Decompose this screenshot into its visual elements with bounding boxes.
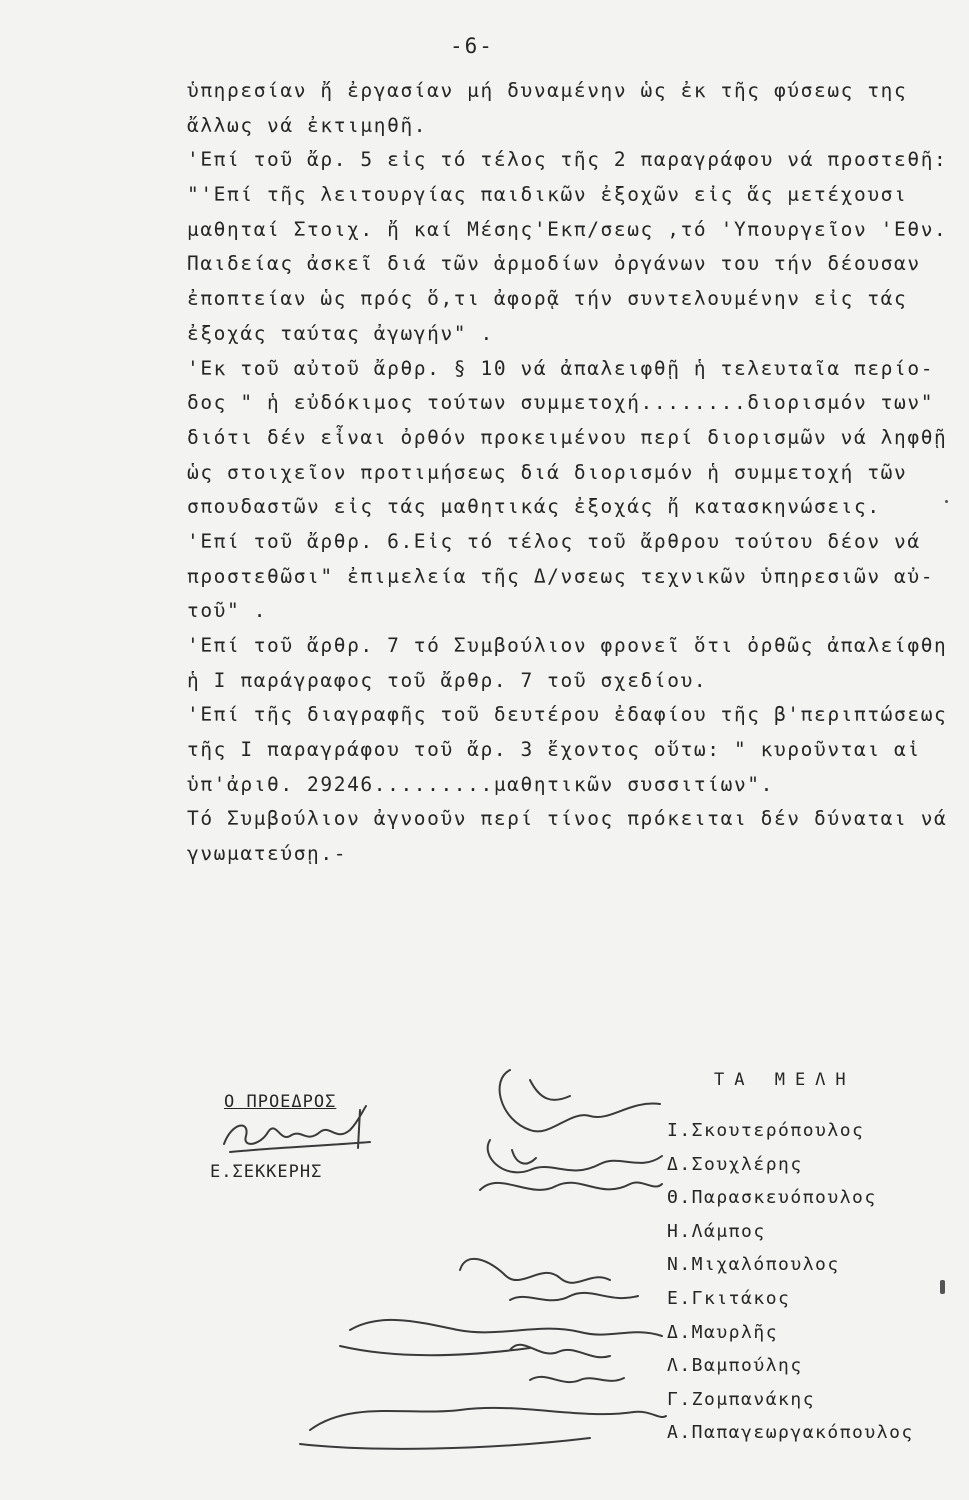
member-name: Θ.Παρασκευόπουλος xyxy=(667,1187,877,1209)
body-line-1: ὑπηρεσίαν ἤ ἐργασίαν μή δυναμένην ὡς ἐκ τῆς φύσεως της xyxy=(187,79,908,102)
member-signatures-icon xyxy=(290,1060,690,1460)
member-name: Α.Παπαγεωργακόπουλος xyxy=(667,1422,914,1444)
member-name: Ν.Μιχαλόπουλος xyxy=(667,1254,840,1276)
body-line-14: 'Επί τοῦ ἄρθρ. 6.Εἰς τό τέλος τοῦ ἄρθρου τούτου δέον νά xyxy=(187,529,921,553)
member-name: Ι.Σκουτερόπουλος xyxy=(667,1120,865,1141)
page-number: -6- xyxy=(450,34,494,58)
paper-speck xyxy=(940,1280,945,1294)
member-name: Ε.Γκιτάκος xyxy=(667,1287,791,1309)
body-line-13: σπουδαστῶν εἰς τάς μαθητικάς ἐξοχάς ἤ κατασκηνώσεις. xyxy=(187,495,881,519)
body-line-7: ἐποπτείαν ὡς πρός ὅ,τι ἀφορᾷ τήν συντελουμένην εἰς τάς xyxy=(187,287,908,311)
body-line-4: "'Επί τῆς λειτουργίας παιδικῶν ἐξοχῶν εἰς ἅς μετέχουσι xyxy=(187,183,908,207)
body-line-21: ὑπ'ἀριθ. 29246.........μαθητικῶν συσσιτίων". xyxy=(187,772,774,796)
body-line-2: ἄλλως νά ἐκτιμηθῆ. xyxy=(187,113,428,137)
body-line-6: Παιδείας ἀσκεῖ διά τῶν ἁρμοδίων ὀργάνων του τήν δέουσαν xyxy=(187,252,921,276)
body-line-15: προστεθῶσι" ἐπιμελεία τῆς Δ/νσεως τεχνικῶν ὑπηρεσιῶν αὐ- xyxy=(187,564,935,588)
body-line-18: ἡ I παράγραφος τοῦ ἄρθρ. 7 τοῦ σχεδίου. xyxy=(187,668,708,692)
body-line-9: 'Εκ τοῦ αὐτοῦ ἄρθρ. § 10 νά ἀπαλειφθῇ ἡ τελευταῖα περίο- xyxy=(187,356,935,380)
body-line-17: 'Επί τοῦ ἄρθρ. 7 τό Συμβούλιον φρονεῖ ὅτι ὀρθῶς ἀπαλείφθη xyxy=(187,634,948,657)
president-name: Ε.ΣΕΚΚΕΡΗΣ xyxy=(210,1162,323,1182)
member-name: Δ.Σουχλέρης xyxy=(667,1153,803,1175)
body-line-5: μαθηταί Στοιχ. ἤ καί Μέσης'Εκπ/σεως ,τό 'Υπουργεῖον 'Εθν. xyxy=(187,217,948,241)
paper-speck xyxy=(945,500,948,503)
body-line-11: διότι δέν εἶναι ὀρθόν προκειμένου περί διορισμῶν νά ληφθῇ xyxy=(187,425,948,449)
body-line-19: 'Επί τῆς διαγραφῆς τοῦ δευτέρου ἐδαφίου τῆς β'περιπτώσεως xyxy=(187,703,948,727)
body-line-20: τῆς I παραγράφου τοῦ ἄρ. 3 ἔχοντος οὕτω: " κυροῦνται αἱ xyxy=(187,738,921,762)
body-line-10: δος " ἡ εὐδόκιμος τούτων συμμετοχή........διορισμόν των" xyxy=(187,391,935,415)
president-role: Ο ΠΡΟΕΔΡΟΣ xyxy=(224,1092,337,1112)
body-line-8: ἐξοχάς ταύτας ἀγωγήν" . xyxy=(187,321,494,345)
members-heading: ΤΑ ΜΕΛΗ xyxy=(714,1070,856,1090)
member-name: Λ.Βαμπούλης xyxy=(667,1355,803,1377)
body-line-3: 'Επί τοῦ ἄρ. 5 εἰς τό τέλος τῆς 2 παραγράφου νά προστεθῆ: xyxy=(187,148,948,172)
body-text xyxy=(187,74,948,872)
member-name: Η.Λάμπος xyxy=(667,1220,766,1242)
members-list xyxy=(667,1114,914,1450)
body-line-22: Τό Συμβούλιον ἀγνοοῦν περί τίνος πρόκειται δέν δύναται νά xyxy=(187,807,948,831)
member-name: Γ.Ζομπανάκης xyxy=(667,1388,816,1410)
body-line-12: ὡς στοιχεῖον προτιμήσεως διά διορισμόν ἡ συμμετοχή τῶν xyxy=(187,460,908,484)
body-line-23: γνωματεύσῃ.- xyxy=(187,842,348,866)
member-name: Δ.Μαυρλῆς xyxy=(667,1321,779,1343)
body-line-16: τοῦ" . xyxy=(187,599,268,623)
